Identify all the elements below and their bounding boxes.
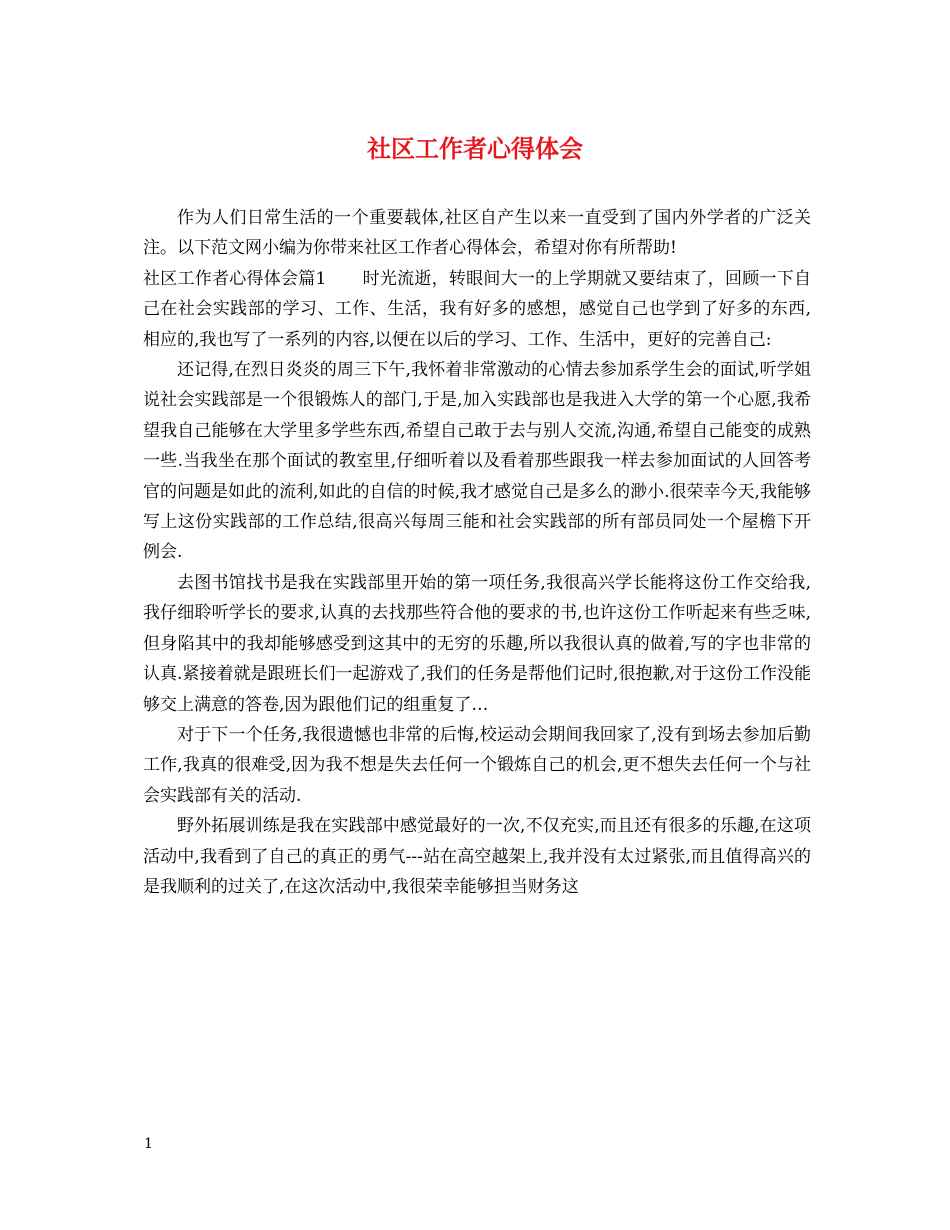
intro-paragraph: 作为人们日常生活的一个重要载体,社区自产生以来一直受到了国内外学者的广泛关注。以下范文网小编为你带来社区工作者心得体会，希望对你有所帮助! xyxy=(143,208,811,259)
document-title: 社区工作者心得体会 xyxy=(367,134,583,163)
body-paragraph: 去图书馆找书是我在实践部里开始的第一项任务,我很高兴学长能将这份工作交给我,我仔细聆听学长的要求,认真的去找那些符合他的要求的书,也许这份工作听起来有些乏味,但身陷其中的我却能够感受到这其中的无穷的乐趣,所以我很认真的做着,写的字也非常的认真.紧接着就是跟班长们一起游戏了,我们的任务是帮他们记时,很抱歉,对于这份工作没能够交上满意的答卷,因为跟他们记的组重复了… xyxy=(143,572,811,715)
section-paragraph xyxy=(143,264,811,355)
body-paragraph: 还记得,在烈日炎炎的周三下午,我怀着非常激动的心情去参加系学生会的面试,听学姐说社会实践部是一个很锻炼人的部门,于是,加入实践部也是我进入大学的第一个心愿,我希望我自己能够在大学里多学些东西,希望自己敢于去与别人交流,沟通,希望自己能变的成熟一些.当我坐在那个面试的教室里,仔细听着以及看着那些跟我一样去参加面试的人回答考官的问题是如此的流利,如此的自信的时候,我才感觉自己是多么的渺小.很荣幸今天,我能够写上这份实践部的工作总结,很高兴每周三能和社会实践部的所有部员同处一个屋檐下开例会. xyxy=(143,360,811,563)
page-number: 1 xyxy=(144,1136,153,1152)
section-first-text: 时光流逝，转眼间大一的上学期就又要结束了，回顾一下自己在社会实践部的学习、工作、生活，我有好多的感想，感觉自己也学到了好多的东西,相应的,我也写了一系列的内容,以便在以后的学习、工作、生活中，更好的完善自己: xyxy=(143,268,811,350)
section-heading: 社区工作者心得体会篇1 xyxy=(143,268,327,289)
document-body xyxy=(143,203,811,902)
body-paragraph: 野外拓展训练是我在实践部中感觉最好的一次,不仅充实,而且还有很多的乐趣,在这项活动中,我看到了自己的真正的勇气---站在高空越架上,我并没有太过紧张,而且值得高兴的是我顺利的过关了,在这次活动中,我很荣幸能够担当财务这 xyxy=(143,816,811,897)
body-paragraph: 对于下一个任务,我很遗憾也非常的后悔,校运动会期间我回家了,没有到场去参加后勤工作,我真的很难受,因为我不想是失去任何一个锻炼自己的机会,更不想失去任何一个与社会实践部有关的活动. xyxy=(143,724,811,806)
